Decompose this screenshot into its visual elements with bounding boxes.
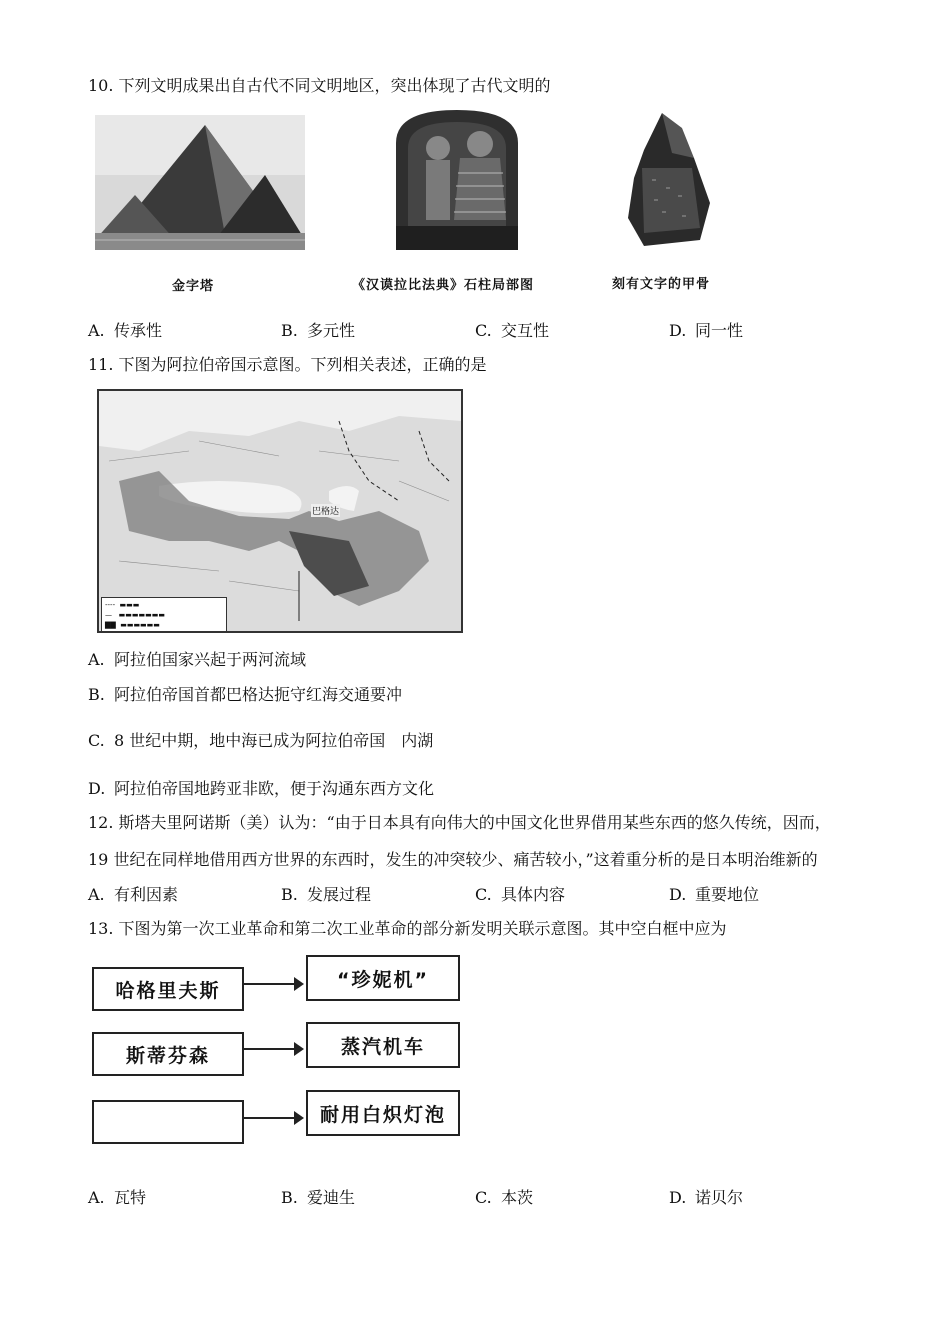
question-10-stem: 10. 下列文明成果出自古代不同文明地区，突出体现了古代文明的 bbox=[88, 76, 551, 95]
map-legend bbox=[101, 597, 227, 633]
legend-row-1: ---- ▬▬▬ bbox=[105, 601, 140, 609]
hammurabi-stele-image bbox=[388, 108, 526, 250]
baghdad-label: 巴格达 bbox=[311, 504, 340, 517]
map-graphic bbox=[99, 391, 461, 631]
box-blank bbox=[92, 1100, 244, 1144]
oracle-bone-image bbox=[622, 108, 714, 248]
box-spinning-jenny: “珍妮机” bbox=[306, 955, 460, 1001]
option-12-d[interactable]: D. 重要地位 bbox=[669, 885, 760, 904]
question-11-stem: 11. 下图为阿拉伯帝国示意图。下列相关表述，正确的是 bbox=[88, 355, 487, 374]
box-stephenson: 斯蒂芬森 bbox=[92, 1032, 244, 1076]
option-11-a[interactable]: A. 阿拉伯国家兴起于两河流域 bbox=[88, 650, 307, 669]
option-13-c[interactable]: C. 本茨 bbox=[475, 1188, 534, 1207]
question-12-stem-line-2: 19 世纪在同样地借用西方世界的东西时，发生的冲突较少、痛苦较小，”这着重分析的是日本明治维新的 bbox=[88, 850, 818, 869]
option-11-b[interactable]: B. 阿拉伯帝国首都巴格达扼守红海交通要冲 bbox=[88, 685, 403, 704]
option-11-d[interactable]: D. 阿拉伯帝国地跨亚非欧，便于沟通东西方文化 bbox=[88, 779, 435, 798]
caption-oracle-bone: 刻有文字的甲骨 bbox=[612, 277, 711, 292]
option-12-b[interactable]: B. 发展过程 bbox=[281, 885, 372, 904]
question-13-stem: 13. 下图为第一次工业革命和第二次工业革命的部分新发明关联示意图。其中空白框中应为 bbox=[88, 919, 727, 938]
option-10-b[interactable]: B. 多元性 bbox=[281, 321, 356, 340]
caption-hammurabi-code: 《汉谟拉比法典》石柱局部图 bbox=[352, 278, 535, 293]
box-steam-locomotive: 蒸汽机车 bbox=[306, 1022, 460, 1068]
option-10-d[interactable]: D. 同一性 bbox=[669, 321, 744, 340]
caption-pyramid: 金字塔 bbox=[172, 279, 215, 294]
legend-row-3: ▇▇ ▬▬▬▬▬▬ bbox=[105, 621, 160, 629]
box-hargreaves: 哈格里夫斯 bbox=[92, 967, 244, 1011]
arrow-1 bbox=[244, 983, 302, 985]
option-12-c[interactable]: C. 具体内容 bbox=[475, 885, 566, 904]
option-10-a[interactable]: A. 传承性 bbox=[88, 321, 163, 340]
arab-empire-map bbox=[97, 389, 463, 633]
arrow-2 bbox=[244, 1048, 302, 1050]
option-11-c[interactable]: C. 8 世纪中期，地中海已成为阿拉伯帝国 内湖 bbox=[88, 731, 434, 750]
option-13-a[interactable]: A. 瓦特 bbox=[88, 1188, 147, 1207]
option-13-d[interactable]: D. 诺贝尔 bbox=[669, 1188, 744, 1207]
arrow-3 bbox=[244, 1117, 302, 1119]
option-12-a[interactable]: A. 有利因素 bbox=[88, 885, 179, 904]
option-13-b[interactable]: B. 爱迪生 bbox=[281, 1188, 356, 1207]
pyramid-image bbox=[95, 115, 305, 250]
legend-row-2: — ▬▬▬▬▬▬▬ bbox=[105, 611, 165, 619]
question-12-stem-line-1: 12. 斯塔夫里阿诺斯（美）认为：“由于日本具有向伟大的中国文化世界借用某些东西的悠久传统，因而， bbox=[88, 813, 831, 832]
option-10-c[interactable]: C. 交互性 bbox=[475, 321, 550, 340]
box-incandescent-bulb: 耐用白炽灯泡 bbox=[306, 1090, 460, 1136]
